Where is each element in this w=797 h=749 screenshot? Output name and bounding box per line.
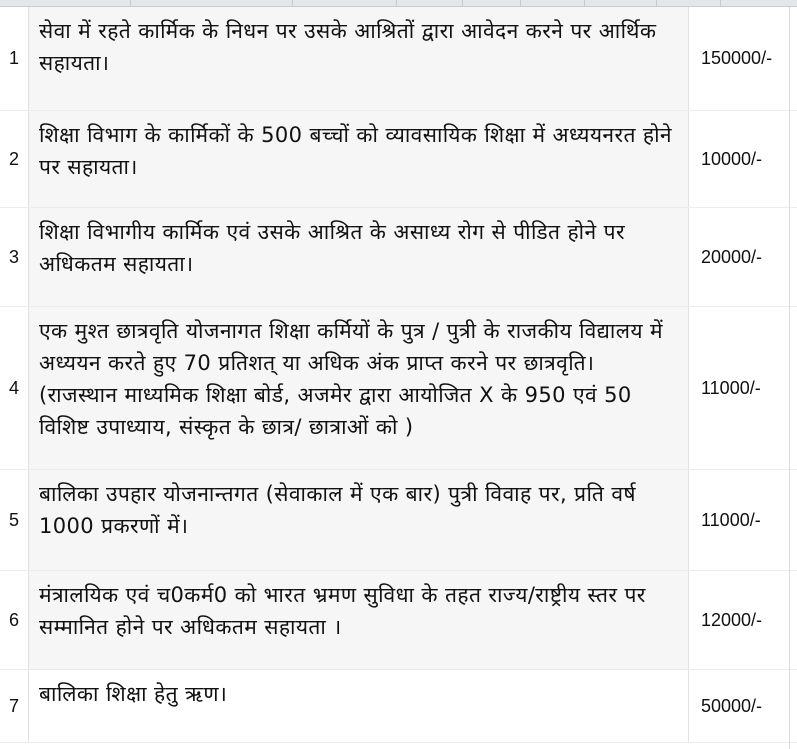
row-divider — [0, 742, 797, 743]
row-description: शिक्षा विभाग के कार्मिकों के 500 बच्चों को व्यावसायिक शिक्षा में अध्ययनरत होने पर सहायता। — [28, 111, 689, 207]
column-divider — [396, 0, 397, 6]
column-divider — [584, 0, 585, 6]
row-description: सेवा में रहते कार्मिक के निधन पर उसके आश्रितों द्वारा आवेदन करने पर आर्थिक सहायता। — [28, 7, 689, 110]
table-row — [0, 7, 797, 110]
row-description: एक मुश्त छात्रवृति योजनागत शिक्षा कर्मियों के पुत्र / पुत्री के राजकीय विद्यालय में अध्ययन करते हुए 70 प्रतिशत् या अधिक अंक प्राप्त करने पर छात्रवृति। (राजस्थान माध्यमिक शिक्षा बोर्ड, अजमेर द्वारा आयोजित X के 950 एवं 50 विशिष्ट उपाध्याय, संस्कृत के छात्र/ छात्राओं को ) — [28, 307, 689, 469]
table-row — [0, 470, 797, 570]
column-divider — [520, 0, 521, 6]
row-number: 2 — [8, 148, 19, 169]
row-description: शिक्षा विभागीय कार्मिक एवं उसके आश्रित के असाध्य रोग से पीडित होने पर अधिकतम सहायता। — [28, 208, 689, 306]
column-divider — [656, 0, 657, 6]
table-row — [0, 307, 797, 469]
table-row — [0, 111, 797, 207]
row-amount: 10000/- — [689, 111, 797, 207]
row-number: 3 — [8, 246, 19, 267]
row-amount: 20000/- — [689, 208, 797, 306]
row-number: 6 — [8, 609, 19, 630]
column-divider — [462, 0, 463, 6]
assistance-table — [0, 7, 797, 749]
column-divider — [292, 0, 293, 6]
row-number: 4 — [8, 377, 19, 398]
row-number: 1 — [8, 48, 19, 68]
row-description: मंत्रालयिक एवं च0कर्म0 को भारत भ्रमण सुविधा के तहत राज्य/राष्ट्रीय स्तर पर सम्मानित होने पर अधिकतम सहायता । — [28, 571, 689, 669]
spreadsheet-column-header-strip — [0, 0, 797, 7]
table-row — [0, 208, 797, 306]
row-amount: 150000/- — [689, 7, 797, 110]
row-number: 5 — [8, 509, 19, 530]
row-number: 7 — [8, 695, 19, 716]
row-description: बालिका शिक्षा हेतु ऋण। — [28, 670, 689, 742]
row-description: बालिका उपहार योजनान्तगत (सेवाकाल में एक बार) पुत्री विवाह पर, प्रति वर्ष 1000 प्रकरणों में। — [28, 470, 689, 570]
column-divider — [720, 0, 721, 6]
table-row — [0, 571, 797, 669]
row-amount: 11000/- — [689, 470, 797, 570]
row-amount: 50000/- — [701, 695, 763, 716]
gridline — [789, 7, 790, 749]
table-row — [0, 670, 797, 742]
column-divider — [130, 0, 131, 6]
row-amount: 11000/- — [689, 307, 797, 469]
row-amount: 12000/- — [689, 571, 797, 669]
